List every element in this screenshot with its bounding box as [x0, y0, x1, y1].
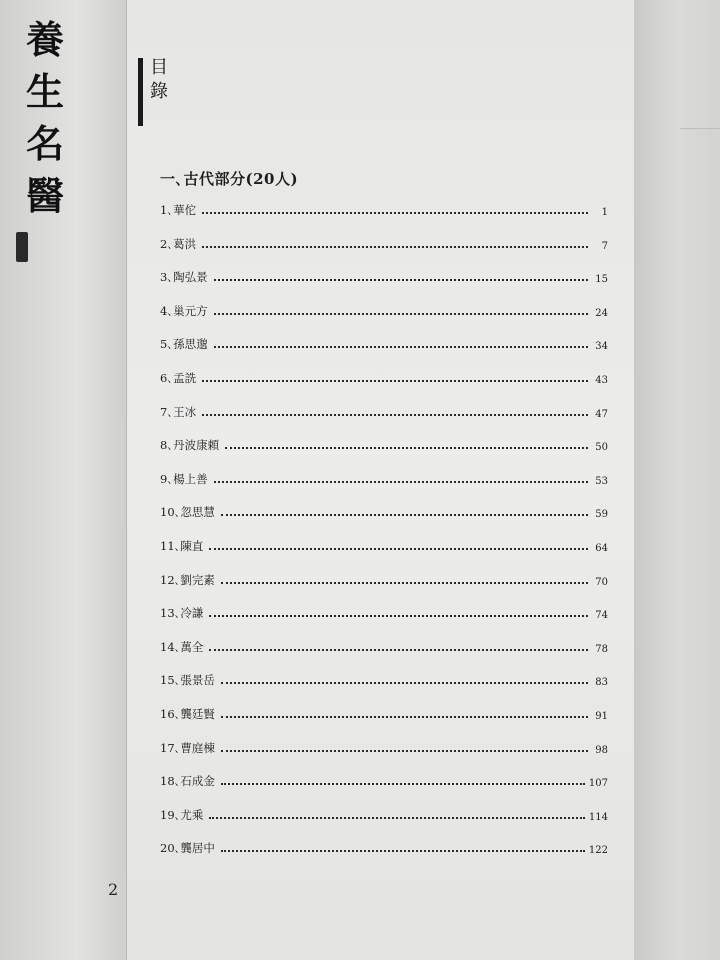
- toc-entry-page: 78: [595, 643, 608, 655]
- toc-entry: [160, 297, 608, 319]
- toc-entry: [160, 498, 608, 520]
- toc-entry-label: 18､石成金: [160, 774, 215, 789]
- toc-entry: [160, 230, 608, 252]
- dot-leader: [221, 850, 585, 852]
- toc-entry-label: 4､巢元方: [160, 303, 208, 318]
- toc-entry-page: 107: [588, 778, 608, 790]
- dot-leader: [221, 582, 588, 584]
- toc-entry-label: 17､曹庭棟: [160, 740, 215, 755]
- toc-entry-page: 74: [595, 610, 608, 622]
- dot-leader: [214, 313, 588, 315]
- toc-entry-page: 91: [595, 711, 608, 722]
- right-page-rule: [680, 128, 720, 129]
- dot-leader: [209, 548, 588, 550]
- dot-leader: [214, 346, 588, 348]
- toc-entry-label: 10､忽思慧: [160, 505, 215, 520]
- toc-entry: [160, 330, 608, 352]
- dot-leader: [209, 615, 588, 617]
- toc-entry-label: 8､丹波康頼: [160, 438, 220, 453]
- toc-heading: 目錄: [150, 57, 168, 102]
- dot-leader: [221, 514, 588, 516]
- toc-entry-page: 43: [595, 375, 608, 386]
- toc-entry: [160, 734, 608, 756]
- dot-leader: [221, 750, 588, 752]
- toc-entry-page: 50: [595, 442, 608, 454]
- book-title: 養生名醫: [25, 17, 64, 218]
- toc-entry: [160, 767, 608, 789]
- toc-entry: [160, 599, 608, 621]
- toc-entry-page: 15: [595, 274, 608, 286]
- dot-leader: [221, 783, 585, 785]
- dot-leader: [225, 447, 588, 449]
- toc-entry-page: 70: [595, 576, 608, 588]
- dot-leader: [202, 212, 588, 214]
- toc-entry-label: 16､龔廷賢: [160, 707, 215, 721]
- toc-entry-page: 83: [595, 677, 608, 689]
- dot-leader: [209, 817, 585, 819]
- toc-entry: [160, 465, 608, 487]
- toc-entry-label: 5､孫思邈: [160, 337, 208, 352]
- dot-leader: [202, 414, 588, 416]
- toc-entry-page: 1: [601, 207, 608, 218]
- toc-entry: [160, 801, 608, 823]
- toc-entry-page: 114: [588, 811, 608, 823]
- dot-leader: [209, 649, 588, 651]
- toc-entry-label: 20､龔居中: [160, 841, 215, 856]
- toc-entry: [160, 666, 608, 688]
- right-page-edge: [634, 0, 720, 960]
- toc-entry-label: 9､楊上善: [160, 471, 208, 486]
- toc-entry: [160, 431, 608, 453]
- dot-leader: [221, 716, 588, 718]
- toc-entry-page: 7: [601, 240, 608, 252]
- toc-entry-label: 1､華佗: [160, 203, 197, 217]
- dot-leader: [202, 380, 588, 382]
- toc-entry-page: 59: [595, 509, 608, 521]
- section-title: 一､古代部分(20人): [160, 170, 299, 188]
- heading-bar: [138, 58, 143, 126]
- left-page-number: 2: [108, 880, 119, 899]
- dot-leader: [202, 246, 588, 248]
- toc-entry-label: 6､孟詵: [160, 371, 197, 385]
- toc-entry-label: 7､王冰: [160, 404, 197, 419]
- toc-entry: [160, 532, 608, 554]
- toc-entry-page: 34: [595, 341, 608, 353]
- toc-entry-page: 53: [595, 475, 608, 487]
- toc-entry-label: 14､萬全: [160, 639, 204, 654]
- toc-entry-page: 24: [595, 307, 608, 319]
- toc-entry-label: 15､張景岳: [160, 673, 215, 688]
- toc-entry-label: 2､葛洪: [160, 236, 197, 251]
- toc-entry: [160, 398, 608, 420]
- toc-entry-label: 13､冷謙: [160, 606, 204, 621]
- toc-entry-page: 122: [588, 845, 608, 857]
- toc-entry: [160, 633, 608, 655]
- toc-entry: [160, 566, 608, 588]
- dot-leader: [214, 279, 588, 281]
- seal-icon: [16, 232, 28, 262]
- toc-entry: [160, 700, 608, 722]
- toc-entry-label: 12､劉完素: [160, 572, 215, 587]
- dot-leader: [214, 481, 588, 483]
- toc-entry-label: 11､陳直: [160, 539, 204, 553]
- toc-entry: [160, 834, 608, 856]
- toc-entry-page: 98: [595, 744, 608, 756]
- toc-entry: [160, 263, 608, 285]
- toc-entry-label: 19､尤乘: [160, 807, 204, 822]
- toc-entry-page: 64: [595, 543, 608, 554]
- toc-entry-label: 3､陶弘景: [160, 270, 208, 285]
- toc-entry: [160, 196, 608, 218]
- dot-leader: [221, 682, 588, 684]
- toc-entry-page: 47: [595, 408, 608, 420]
- toc-entry: [160, 364, 608, 386]
